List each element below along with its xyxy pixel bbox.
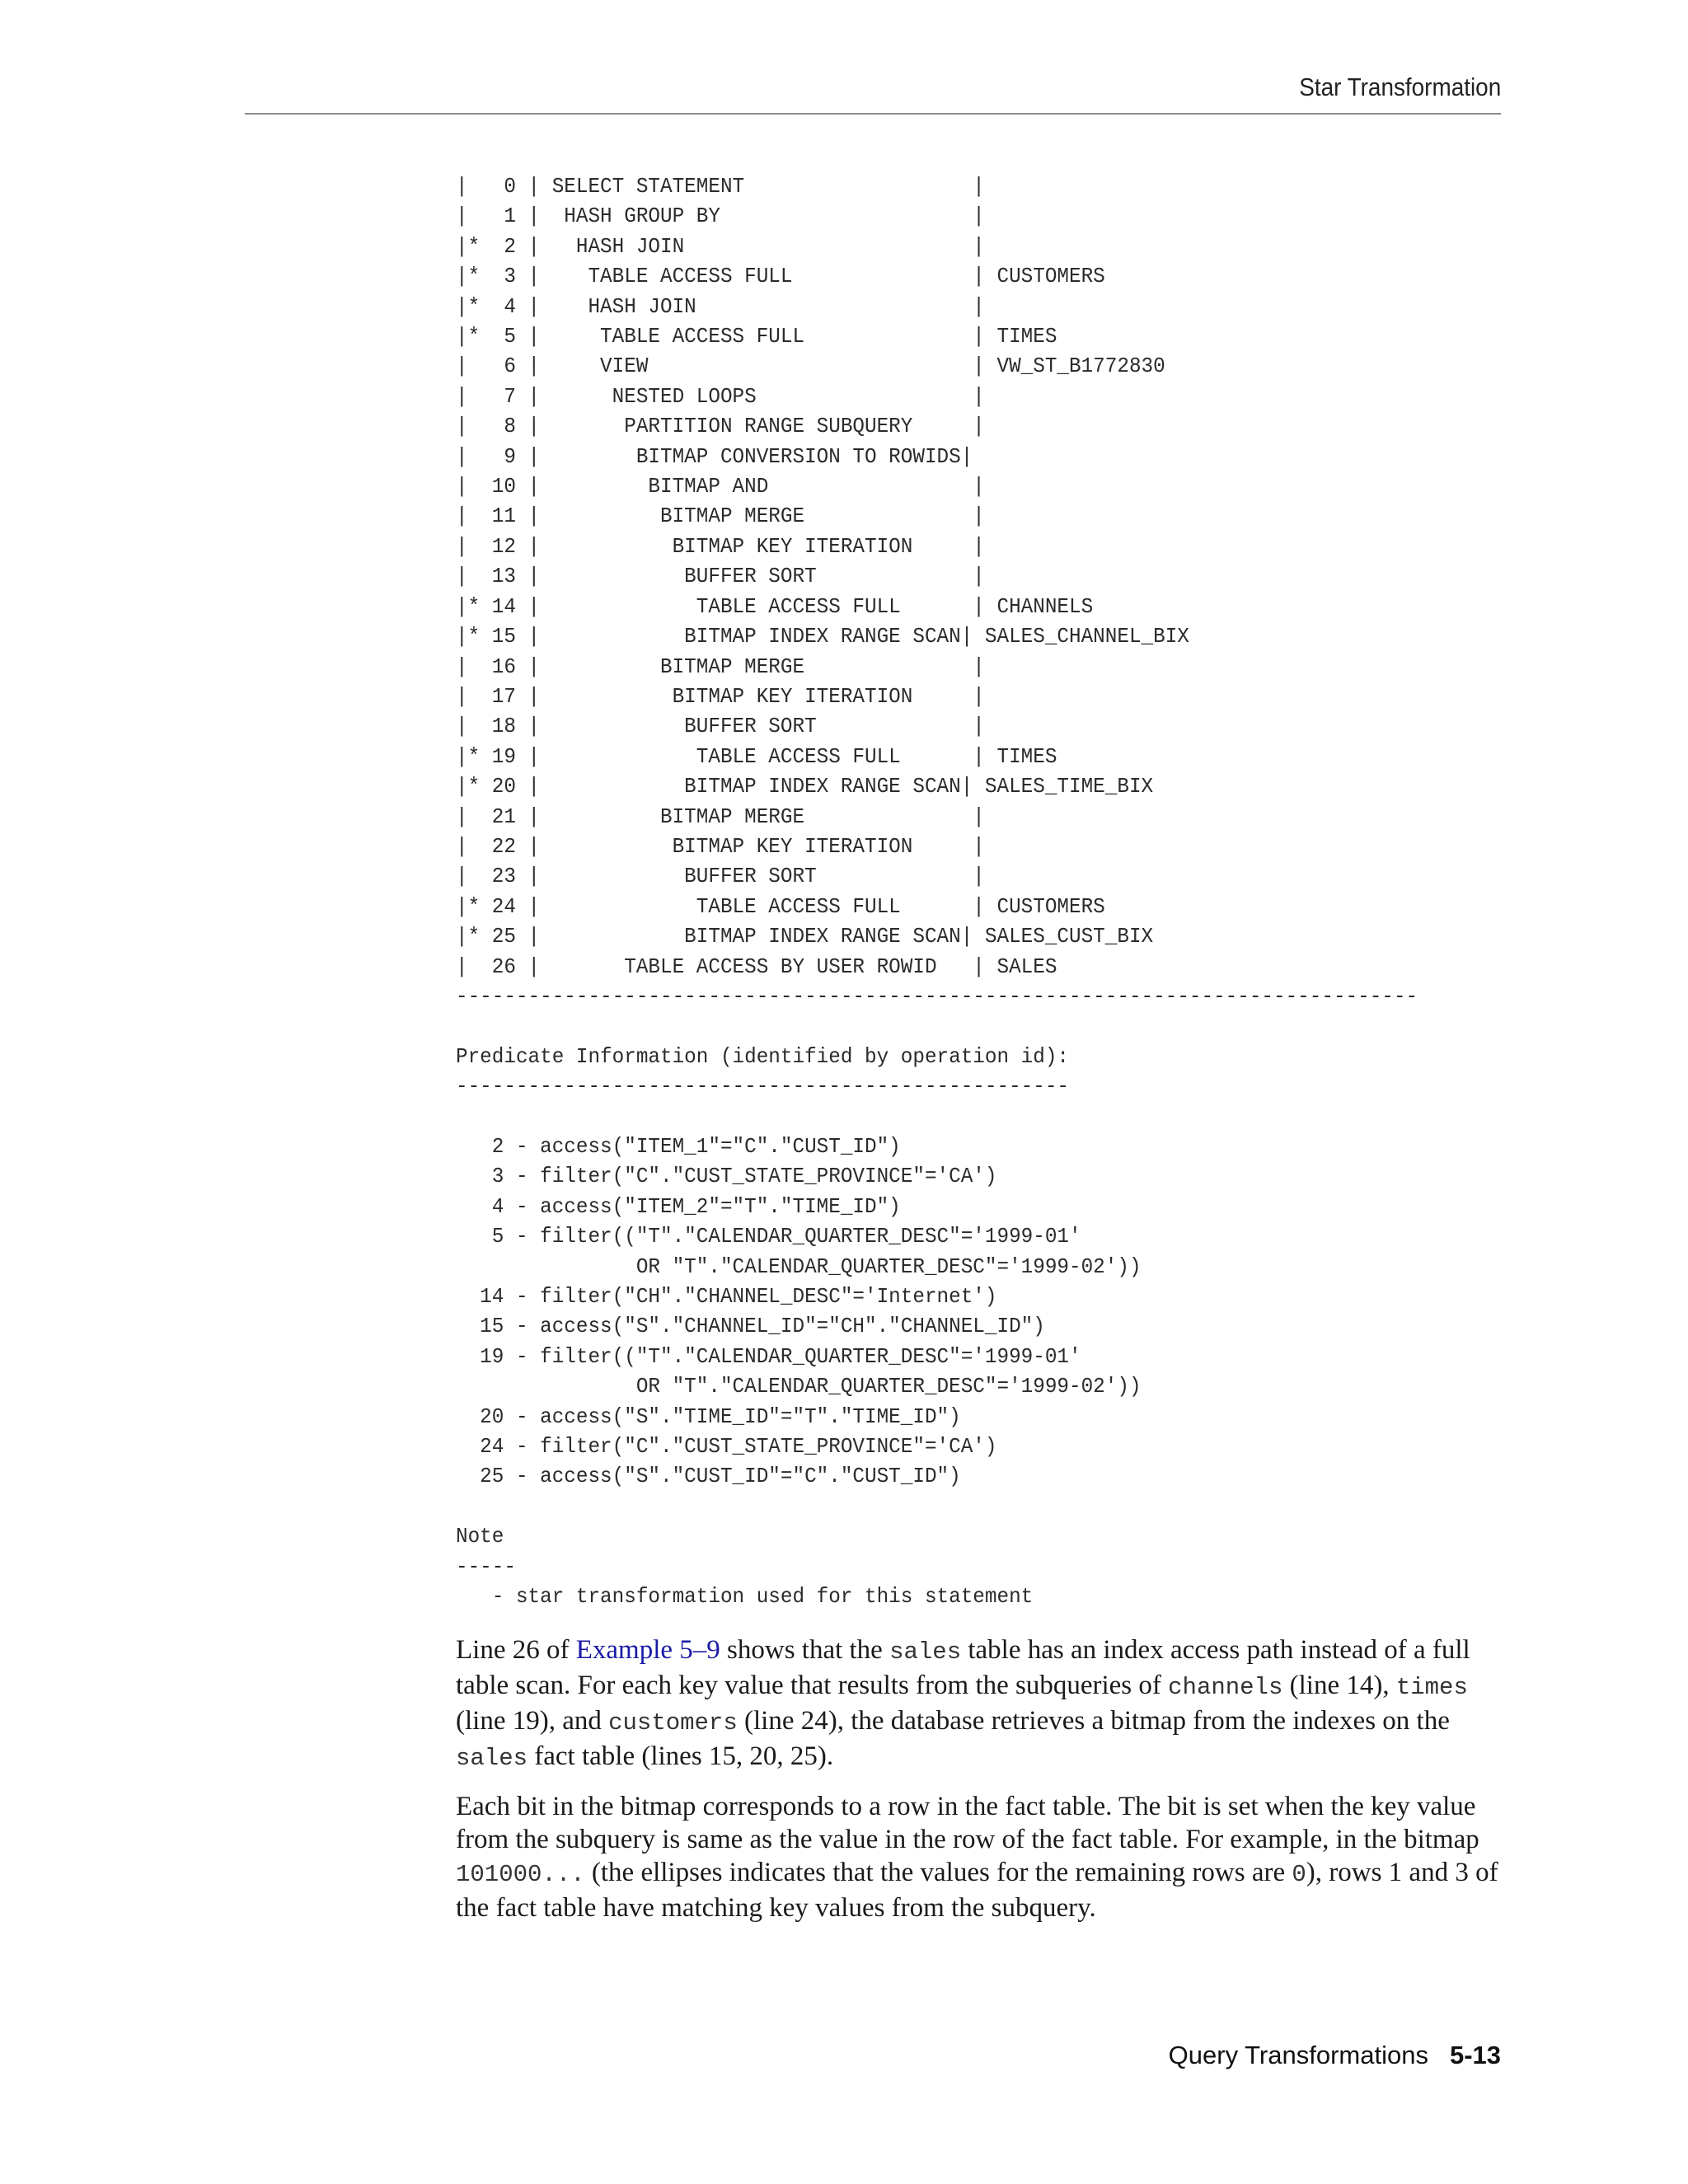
code-line: Note	[456, 1524, 504, 1549]
code-line: | 12 | BITMAP KEY ITERATION |	[456, 533, 985, 559]
code-line: | 8 | PARTITION RANGE SUBQUERY |	[456, 414, 985, 439]
code-line: | 18 | BUFFER SORT |	[456, 714, 985, 739]
inline-code-channels: channels	[1168, 1674, 1283, 1701]
code-line: | 0 | SELECT STATEMENT |	[456, 174, 985, 199]
text: (line 19), and	[456, 1706, 609, 1736]
text: shows that the	[720, 1635, 890, 1665]
code-line: 24 - filter("C"."CUST_STATE_PROVINCE"='CA')	[456, 1434, 997, 1460]
code-line: -----	[456, 1554, 516, 1579]
code-line: 19 - filter(("T"."CALENDAR_QUARTER_DESC"='1999-01'	[456, 1343, 1081, 1369]
inline-code-sales: sales	[456, 1745, 528, 1772]
code-line: OR "T"."CALENDAR_QUARTER_DESC"='1999-02'))	[456, 1254, 1142, 1279]
running-header: Star Transformation	[1299, 73, 1501, 101]
text: Line 26 of	[456, 1635, 576, 1665]
inline-code-customers: customers	[608, 1709, 738, 1736]
code-line: 2 - access("ITEM_1"="C"."CUST_ID")	[456, 1134, 901, 1159]
running-footer	[1169, 2041, 1501, 2070]
text: fact table (lines 15, 20, 25).	[528, 1741, 834, 1771]
code-line: |* 2 | HASH JOIN |	[456, 233, 985, 259]
code-line: 15 - access("S"."CHANNEL_ID"="CH"."CHANNEL_ID")	[456, 1314, 1045, 1339]
code-line: | 9 | BITMAP CONVERSION TO ROWIDS|	[456, 443, 973, 469]
inline-code-bitmap: 101000...	[456, 1861, 585, 1888]
body-text	[456, 1633, 1504, 1939]
code-line: | 22 | BITMAP KEY ITERATION |	[456, 833, 985, 859]
code-line: 14 - filter("CH"."CHANNEL_DESC"='Internet')	[456, 1284, 997, 1310]
execution-plan-listing	[456, 171, 1418, 1612]
code-line: 20 - access("S"."TIME_ID"="T"."TIME_ID")	[456, 1404, 961, 1429]
code-line: |* 14 | TABLE ACCESS FULL | CHANNELS	[456, 593, 1094, 619]
code-line: |* 24 | TABLE ACCESS FULL | CUSTOMERS	[456, 893, 1105, 919]
paragraph-1	[456, 1633, 1504, 1775]
code-line: | 6 | VIEW | VW_ST_B1772830	[456, 354, 1165, 379]
code-line: | 17 | BITMAP KEY ITERATION |	[456, 683, 985, 709]
code-line: | 16 | BITMAP MERGE |	[456, 654, 985, 679]
code-line: OR "T"."CALENDAR_QUARTER_DESC"='1999-02'))	[456, 1374, 1142, 1399]
code-line: 4 - access("ITEM_2"="T"."TIME_ID")	[456, 1193, 901, 1219]
text: table has an index access path instead of a full table scan. For each key value that results from the subqueries of	[456, 1635, 1470, 1700]
code-line: |* 20 | BITMAP INDEX RANGE SCAN| SALES_TIME_BIX	[456, 774, 1154, 799]
page-number: 5-13	[1449, 2041, 1501, 2069]
inline-code-zero: 0	[1292, 1861, 1306, 1888]
inline-code-times: times	[1395, 1674, 1468, 1701]
code-line: | 26 | TABLE ACCESS BY USER ROWID | SALES	[456, 954, 1057, 979]
code-line: | 21 | BITMAP MERGE |	[456, 804, 985, 829]
code-line: 3 - filter("C"."CUST_STATE_PROVINCE"='CA')	[456, 1164, 997, 1189]
code-line: | 10 | BITMAP AND |	[456, 474, 985, 499]
code-line: |* 15 | BITMAP INDEX RANGE SCAN| SALES_CHANNEL_BIX	[456, 624, 1189, 649]
code-line: |* 5 | TABLE ACCESS FULL | TIMES	[456, 324, 1057, 349]
code-line: | 13 | BUFFER SORT |	[456, 564, 985, 589]
code-line: | 7 | NESTED LOOPS |	[456, 383, 985, 409]
code-line: 25 - access("S"."CUST_ID"="C"."CUST_ID")	[456, 1464, 961, 1489]
code-line: --------------------------------------------------------------------------------	[456, 983, 1418, 1009]
footer-section-title: Query Transformations	[1168, 2041, 1428, 2069]
code-line: Predicate Information (identified by operation id):	[456, 1043, 1070, 1069]
code-line: | 11 | BITMAP MERGE |	[456, 504, 985, 529]
code-line: |* 4 | HASH JOIN |	[456, 293, 985, 319]
inline-code-sales: sales	[889, 1638, 962, 1666]
code-line: | 1 | HASH GROUP BY |	[456, 204, 985, 229]
code-line: ---------------------------------------------------	[456, 1074, 1070, 1099]
code-line: |* 3 | TABLE ACCESS FULL | CUSTOMERS	[456, 264, 1105, 289]
code-line: |* 19 | TABLE ACCESS FULL | TIMES	[456, 743, 1057, 769]
header-rule	[245, 113, 1501, 115]
example-5-9-link[interactable]: Example 5–9	[575, 1635, 720, 1665]
text: (line 14),	[1282, 1671, 1396, 1700]
code-line: - star transformation used for this statement	[456, 1584, 1034, 1610]
text: (line 24), the database retrieves a bitmap from the indexes on the	[737, 1706, 1450, 1736]
code-line: |* 25 | BITMAP INDEX RANGE SCAN| SALES_CUST_BIX	[456, 924, 1154, 949]
text: Each bit in the bitmap corresponds to a row in the fact table. The bit is set when the key value from the subquery is same as the value in the row of the fact table. For example, in the bitmap	[456, 1792, 1479, 1854]
paragraph-2	[456, 1790, 1504, 1924]
text: ), rows 1 and 3 of the fact table have matching key values from the subquery.	[456, 1858, 1498, 1923]
text: (the ellipses indicates that the values for the remaining rows are	[584, 1858, 1292, 1887]
code-line: 5 - filter(("T"."CALENDAR_QUARTER_DESC"='1999-01'	[456, 1224, 1081, 1249]
code-line: | 23 | BUFFER SORT |	[456, 864, 985, 889]
